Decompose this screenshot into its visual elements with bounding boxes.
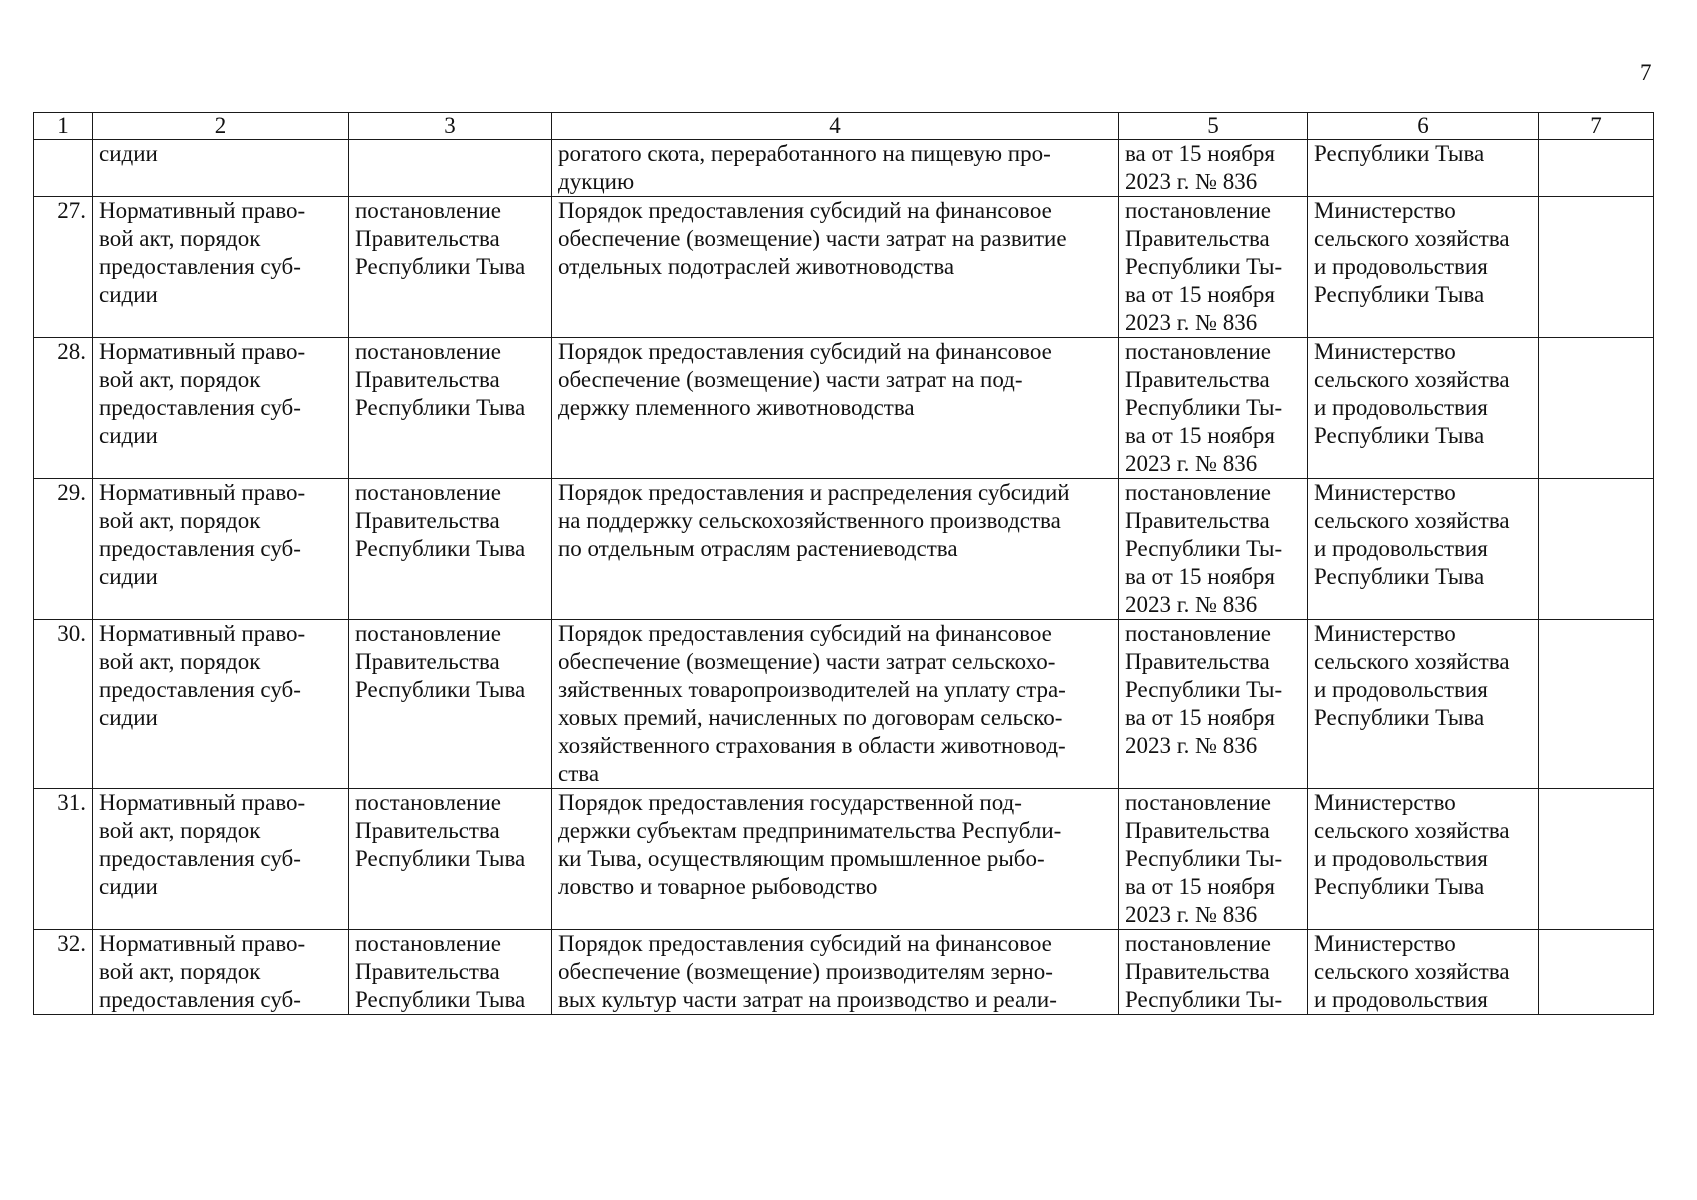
cell-line: постановление bbox=[355, 198, 502, 223]
cell-line: ва от 15 ноября bbox=[1125, 141, 1275, 166]
cell-line: Республики Тыва bbox=[1314, 282, 1485, 307]
cell-line: Нормативный право- bbox=[99, 621, 306, 646]
cell-line: 2023 г. № 836 bbox=[1125, 451, 1258, 476]
cell-line: сельского хозяйства bbox=[1314, 508, 1510, 533]
cell-line: Республики Тыва bbox=[1314, 141, 1485, 166]
cell-line: и продовольствия bbox=[1314, 987, 1488, 1012]
header-row bbox=[34, 113, 1654, 140]
cell-line: ва от 15 ноября bbox=[1125, 423, 1275, 448]
column-header-6: 6 bbox=[1308, 113, 1539, 140]
row-number-cell: 27. bbox=[34, 197, 93, 338]
cell-line: Нормативный право- bbox=[99, 931, 306, 956]
notes-cell bbox=[1539, 338, 1654, 479]
table-row bbox=[34, 789, 1654, 930]
document-type-cell bbox=[93, 479, 349, 620]
notes-cell bbox=[1539, 479, 1654, 620]
table-row bbox=[34, 620, 1654, 789]
cell-line: сельского хозяйства bbox=[1314, 959, 1510, 984]
cell-line: Министерство bbox=[1314, 480, 1456, 505]
act-title-cell bbox=[552, 479, 1119, 620]
row-number-cell: 30. bbox=[34, 620, 93, 789]
document-type-cell bbox=[93, 620, 349, 789]
notes-cell bbox=[1539, 789, 1654, 930]
cell-line: обеспечение (возмещение) части затрат на развитие bbox=[558, 226, 1067, 251]
cell-line: держку племенного животноводства bbox=[558, 395, 915, 420]
registry-table bbox=[33, 112, 1654, 1015]
cell-line: Республики Тыва bbox=[1314, 423, 1485, 448]
cell-line: вой акт, порядок bbox=[99, 367, 261, 392]
cell-line: Нормативный право- bbox=[99, 480, 306, 505]
cell-line: хозяйственного страхования в области животновод- bbox=[558, 733, 1066, 758]
cell-line: постановление bbox=[355, 621, 502, 646]
cell-line: Республики Тыва bbox=[355, 987, 526, 1012]
cell-line: Порядок предоставления субсидий на финансовое bbox=[558, 621, 1052, 646]
responsible-body-cell bbox=[1308, 140, 1539, 197]
cell-line: обеспечение (возмещение) части затрат на под- bbox=[558, 367, 1023, 392]
page-number: 7 bbox=[1640, 60, 1652, 85]
cell-line: Министерство bbox=[1314, 339, 1456, 364]
cell-line: сидии bbox=[99, 141, 158, 166]
act-form-cell bbox=[349, 789, 552, 930]
act-form-cell bbox=[349, 197, 552, 338]
cell-line: Республики Тыва bbox=[355, 395, 526, 420]
cell-line: постановление bbox=[1125, 198, 1272, 223]
cell-line: Республики Ты- bbox=[1125, 846, 1283, 871]
cell-line: предоставления суб- bbox=[99, 846, 301, 871]
row-number-cell: 32. bbox=[34, 930, 93, 1015]
cell-line: и продовольствия bbox=[1314, 677, 1488, 702]
table-row bbox=[34, 140, 1654, 197]
cell-line: вой акт, порядок bbox=[99, 649, 261, 674]
table-row bbox=[34, 479, 1654, 620]
cell-line: Республики Тыва bbox=[1314, 705, 1485, 730]
cell-line: Республики Ты- bbox=[1125, 536, 1283, 561]
cell-line: дукцию bbox=[558, 169, 635, 194]
row-number-cell bbox=[34, 140, 93, 197]
cell-line: Порядок предоставления и распределения субсидий bbox=[558, 480, 1070, 505]
cell-line: Республики Ты- bbox=[1125, 395, 1283, 420]
cell-line: ховых премий, начисленных по договорам сельско- bbox=[558, 705, 1063, 730]
cell-line: 2023 г. № 836 bbox=[1125, 310, 1258, 335]
cell-line: ства bbox=[558, 761, 600, 786]
cell-line: Республики Тыва bbox=[355, 846, 526, 871]
cell-line: обеспечение (возмещение) производителям зерно- bbox=[558, 959, 1053, 984]
cell-line: вой акт, порядок bbox=[99, 508, 261, 533]
document-type-cell bbox=[93, 140, 349, 197]
cell-line: Порядок предоставления субсидий на финансовое bbox=[558, 339, 1052, 364]
cell-line: держки субъектам предпринимательства Республи- bbox=[558, 818, 1062, 843]
cell-line: рогатого скота, переработанного на пищевую про- bbox=[558, 141, 1051, 166]
cell-line: Министерство bbox=[1314, 931, 1456, 956]
cell-line: и продовольствия bbox=[1314, 395, 1488, 420]
cell-line: Республики Тыва bbox=[355, 536, 526, 561]
cell-line: вой акт, порядок bbox=[99, 226, 261, 251]
cell-line: постановление bbox=[1125, 621, 1272, 646]
cell-line: Правительства bbox=[1125, 226, 1270, 251]
cell-line: Республики Ты- bbox=[1125, 677, 1283, 702]
cell-line: сельского хозяйства bbox=[1314, 367, 1510, 392]
column-header-7: 7 bbox=[1539, 113, 1654, 140]
column-header-1: 1 bbox=[34, 113, 93, 140]
cell-line: Нормативный право- bbox=[99, 790, 306, 815]
cell-line: Правительства bbox=[355, 959, 500, 984]
cell-line: сидии bbox=[99, 282, 158, 307]
cell-line: обеспечение (возмещение) части затрат сельскохо- bbox=[558, 649, 1056, 674]
cell-line: Правительства bbox=[355, 367, 500, 392]
approving-act-cell bbox=[1119, 930, 1308, 1015]
act-form-cell bbox=[349, 140, 552, 197]
cell-line: сельского хозяйства bbox=[1314, 649, 1510, 674]
cell-line: Порядок предоставления субсидий на финансовое bbox=[558, 198, 1052, 223]
act-title-cell bbox=[552, 789, 1119, 930]
approving-act-cell bbox=[1119, 140, 1308, 197]
table-row bbox=[34, 338, 1654, 479]
approving-act-cell bbox=[1119, 338, 1308, 479]
cell-line: ки Тыва, осуществляющим промышленное рыбо- bbox=[558, 846, 1045, 871]
cell-line: и продовольствия bbox=[1314, 846, 1488, 871]
cell-line: постановление bbox=[355, 480, 502, 505]
cell-line: постановление bbox=[355, 931, 502, 956]
act-title-cell bbox=[552, 140, 1119, 197]
approving-act-cell bbox=[1119, 789, 1308, 930]
column-header-2: 2 bbox=[93, 113, 349, 140]
cell-line: постановление bbox=[1125, 480, 1272, 505]
cell-line: сельского хозяйства bbox=[1314, 226, 1510, 251]
cell-line: предоставления суб- bbox=[99, 987, 301, 1012]
cell-line: Республики Тыва bbox=[355, 254, 526, 279]
cell-line: Республики Тыва bbox=[1314, 564, 1485, 589]
cell-line: постановление bbox=[1125, 339, 1272, 364]
document-type-cell bbox=[93, 197, 349, 338]
notes-cell bbox=[1539, 620, 1654, 789]
cell-line: Министерство bbox=[1314, 198, 1456, 223]
act-form-cell bbox=[349, 620, 552, 789]
document-type-cell bbox=[93, 789, 349, 930]
act-title-cell bbox=[552, 338, 1119, 479]
cell-line: 2023 г. № 836 bbox=[1125, 733, 1258, 758]
responsible-body-cell bbox=[1308, 620, 1539, 789]
column-header-3: 3 bbox=[349, 113, 552, 140]
cell-line: ва от 15 ноября bbox=[1125, 564, 1275, 589]
notes-cell bbox=[1539, 930, 1654, 1015]
cell-line: вой акт, порядок bbox=[99, 959, 261, 984]
cell-line: сельского хозяйства bbox=[1314, 818, 1510, 843]
cell-line: ва от 15 ноября bbox=[1125, 705, 1275, 730]
table-header bbox=[34, 113, 1654, 140]
row-number-cell: 29. bbox=[34, 479, 93, 620]
cell-line: Правительства bbox=[355, 818, 500, 843]
cell-line: сидии bbox=[99, 874, 158, 899]
cell-line: сидии bbox=[99, 423, 158, 448]
cell-line: предоставления суб- bbox=[99, 536, 301, 561]
cell-line: Министерство bbox=[1314, 621, 1456, 646]
cell-line: Правительства bbox=[1125, 649, 1270, 674]
act-form-cell bbox=[349, 479, 552, 620]
approving-act-cell bbox=[1119, 479, 1308, 620]
document-type-cell bbox=[93, 930, 349, 1015]
document-type-cell bbox=[93, 338, 349, 479]
cell-line: Правительства bbox=[355, 226, 500, 251]
cell-line: Республики Тыва bbox=[355, 677, 526, 702]
cell-line: Правительства bbox=[355, 508, 500, 533]
cell-line: 2023 г. № 836 bbox=[1125, 169, 1258, 194]
cell-line: и продовольствия bbox=[1314, 536, 1488, 561]
approving-act-cell bbox=[1119, 197, 1308, 338]
act-form-cell bbox=[349, 930, 552, 1015]
cell-line: Порядок предоставления субсидий на финансовое bbox=[558, 931, 1052, 956]
cell-line: постановление bbox=[355, 790, 502, 815]
cell-line: Нормативный право- bbox=[99, 339, 306, 364]
notes-cell bbox=[1539, 140, 1654, 197]
cell-line: по отдельным отраслям растениеводства bbox=[558, 536, 958, 561]
cell-line: зяйственных товаропроизводителей на уплату стра- bbox=[558, 677, 1066, 702]
cell-line: постановление bbox=[1125, 790, 1272, 815]
act-form-cell bbox=[349, 338, 552, 479]
cell-line: постановление bbox=[1125, 931, 1272, 956]
column-header-4: 4 bbox=[552, 113, 1119, 140]
row-number-cell: 28. bbox=[34, 338, 93, 479]
cell-line: Правительства bbox=[1125, 367, 1270, 392]
responsible-body-cell bbox=[1308, 479, 1539, 620]
act-title-cell bbox=[552, 197, 1119, 338]
cell-line: Правительства bbox=[1125, 818, 1270, 843]
cell-line: предоставления суб- bbox=[99, 254, 301, 279]
cell-line: на поддержку сельскохозяйственного производства bbox=[558, 508, 1061, 533]
table-body bbox=[34, 140, 1654, 1015]
cell-line: ловство и товарное рыбоводство bbox=[558, 874, 878, 899]
cell-line: и продовольствия bbox=[1314, 254, 1488, 279]
cell-line: 2023 г. № 836 bbox=[1125, 592, 1258, 617]
cell-line: отдельных подотраслей животноводства bbox=[558, 254, 955, 279]
approving-act-cell bbox=[1119, 620, 1308, 789]
cell-line: Правительства bbox=[1125, 959, 1270, 984]
column-header-5: 5 bbox=[1119, 113, 1308, 140]
cell-line: Правительства bbox=[355, 649, 500, 674]
responsible-body-cell bbox=[1308, 789, 1539, 930]
cell-line: ва от 15 ноября bbox=[1125, 282, 1275, 307]
row-number-cell: 31. bbox=[34, 789, 93, 930]
cell-line: Правительства bbox=[1125, 508, 1270, 533]
notes-cell bbox=[1539, 197, 1654, 338]
cell-line: сидии bbox=[99, 705, 158, 730]
cell-line: сидии bbox=[99, 564, 158, 589]
cell-line: вых культур части затрат на производство и реали- bbox=[558, 987, 1057, 1012]
responsible-body-cell bbox=[1308, 930, 1539, 1015]
cell-line: Республики Ты- bbox=[1125, 254, 1283, 279]
cell-line: Порядок предоставления государственной под- bbox=[558, 790, 1022, 815]
cell-line: вой акт, порядок bbox=[99, 818, 261, 843]
act-title-cell bbox=[552, 620, 1119, 789]
table-row bbox=[34, 930, 1654, 1015]
table-row bbox=[34, 197, 1654, 338]
cell-line: Министерство bbox=[1314, 790, 1456, 815]
cell-line: постановление bbox=[355, 339, 502, 364]
cell-line: 2023 г. № 836 bbox=[1125, 902, 1258, 927]
cell-line: Нормативный право- bbox=[99, 198, 306, 223]
responsible-body-cell bbox=[1308, 338, 1539, 479]
cell-line: ва от 15 ноября bbox=[1125, 874, 1275, 899]
cell-line: Республики Тыва bbox=[1314, 874, 1485, 899]
act-title-cell bbox=[552, 930, 1119, 1015]
responsible-body-cell bbox=[1308, 197, 1539, 338]
cell-line: предоставления суб- bbox=[99, 395, 301, 420]
cell-line: Республики Ты- bbox=[1125, 987, 1283, 1012]
cell-line: предоставления суб- bbox=[99, 677, 301, 702]
